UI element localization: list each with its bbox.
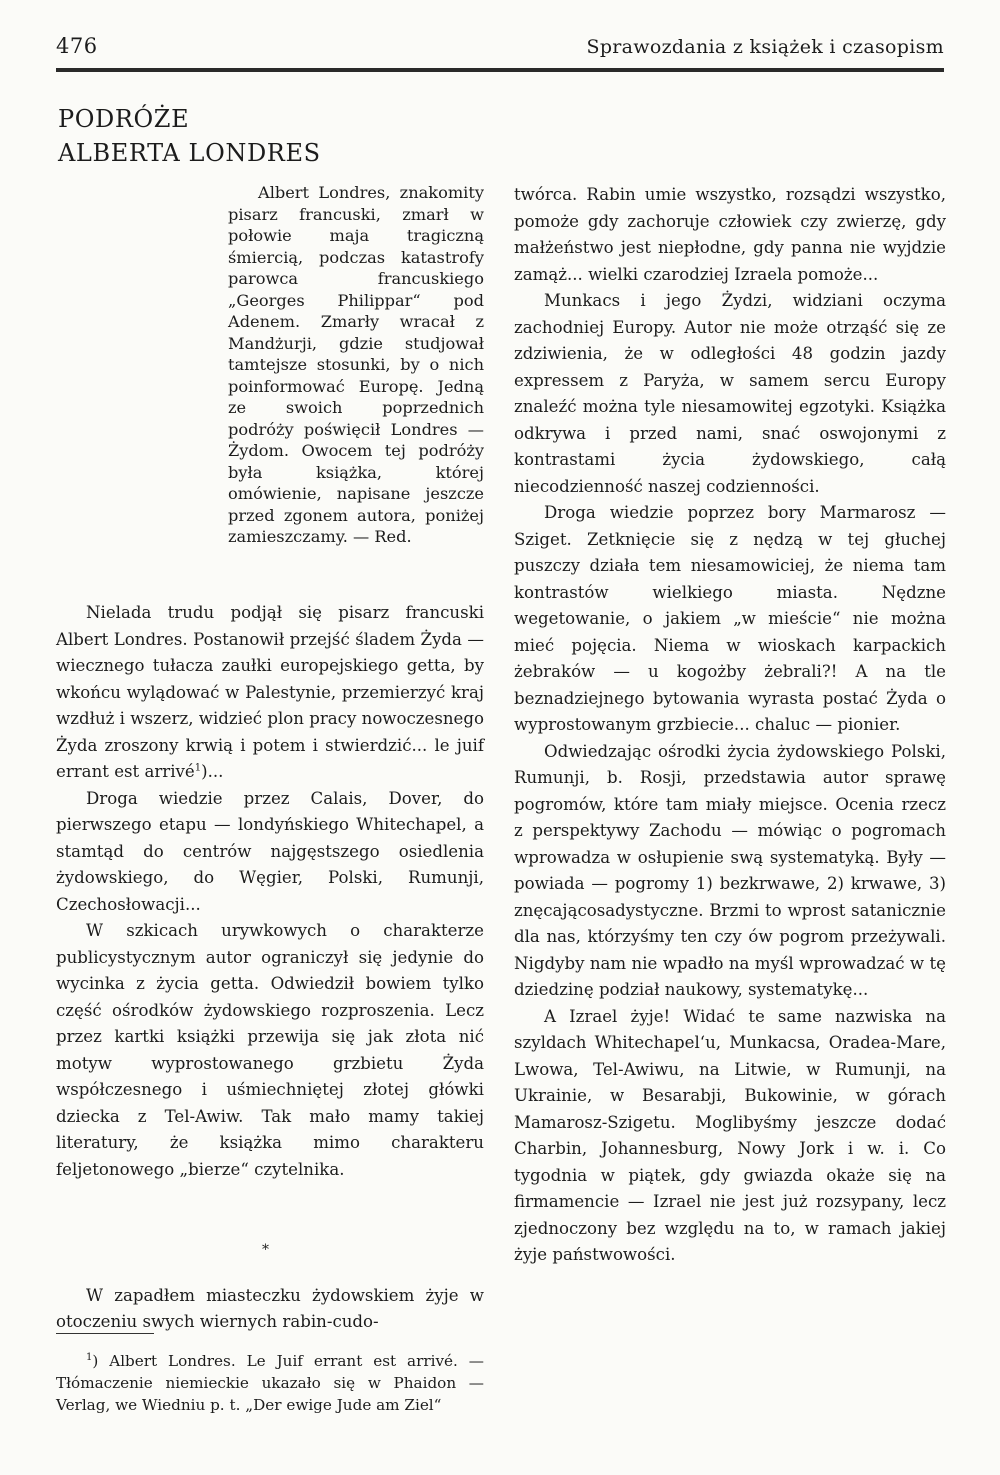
title-line-1: PODRÓŻE: [58, 105, 190, 133]
paragraph: Munkacs i jego Żydzi, widziani oczyma zachodniej Europy. Autor nie może otrząść się ze zdziwienia, że w odległości 48 godzin jazdy expressem z Paryża, w samem sercu Europy znaleźć można tyle niesamowitej egzotyki. Książka odkrywa i przed nami, snać oswojonymi z kontrastami życia żydowskiego, całą niecodzienność naszej codzienności.: [514, 291, 946, 496]
editor-note: Albert Londres, znakomity pisarz francuski, zmarł w połowie maja tragiczną śmiercią, podczas katastrofy parowca francuskiego „Georges Philippar“ pod Adenem. Zmarły wracał z Mandżurji, gdzie studjował tamtejsze stosunki, by o nich poinformować Europę. Jedną ze swoich poprzednich podróży poświęcił Londres — Żydom. Owocem tej podróży była książka, której omówienie, napisane jeszcze przed zgonem autora, poniżej zamieszczamy. — Red.: [228, 183, 484, 546]
footnote-marker: 1: [86, 1351, 93, 1363]
left-column: [56, 600, 484, 1183]
footnote-rule: [56, 1333, 154, 1334]
paragraph: A Izrael żyje! Widać te same nazwiska na szyldach Whitechapel‘u, Munkacsa, Oradea-Mare, Lwowa, Tel-Awiwu, na Litwie, w Rumunji, na Ukrainie, w Besarabji, Bukowinie, w górach Mamarosz-Szigetu. Moglibyśmy jeszcze dodać Charbin, Johannesburg, Nowy Jork i w. i. Co tygodnia w piątek, gdy gwiazda okaże się na firmamencie — Izrael nie jest już rozsypany, lecz zjednoczony bez względu na to, w ramach jakiej żyje państwowości.: [514, 1006, 946, 1264]
paragraph: W zapadłem miasteczku żydowskiem żyje w otoczeniu swych wiernych rabin-cudo-: [56, 1285, 484, 1332]
title-line-2: ALBERTA LONDRES: [58, 139, 321, 167]
paragraph: W szkicach urywkowych o charakterze publicystycznym autor ograniczył się jedynie do wycinka z życia getta. Odwiedził bowiem tylko część ośrodków żydowskiego rozproszenia. Lecz przez kartki książki przewija się jak złota nić motyw wyprostowanego grzbietu Żyda współczesnego i uśmiechniętej złotej główki dziecka z Tel-Awiw. Tak mało mamy takiej literatury, że książka mimo charakteru feljetonowego „bierze“ czytelnika.: [56, 921, 484, 1179]
running-title: Sprawozdania z książek i czasopism: [586, 36, 944, 58]
paragraph: Droga wiedzie przez Calais, Dover, do pierwszego etapu — londyńskiego Whitechapel, a stamtąd do centrów najgęstszego osiedlenia żydowskiego, do Węgier, Polski, Rumunji, Czechosłowacji...: [56, 788, 484, 914]
page-header: [56, 34, 944, 64]
paragraph: Nielada trudu podjął się pisarz francuski Albert Londres. Postanowił przejść śladem Żyda — wiecznego tułacza zaułki europejskiego getta, by wkońcu wylądować w Palestynie, przemierzyć kraj wzdłuż i wszerz, widzieć plon pracy nowoczesnego Żyda zroszony krwią i potem i stwierdzić... le juif errant est arrivé$^1$)...: [56, 603, 484, 781]
footnote: $^1$) Albert Londres. Le Juif errant est arrivé. — Tłómaczenie niemieckie ukazało się w Phaidon — Verlag, we Wiedniu p. t. „Der ewige Jude am Ziel“: [56, 1351, 484, 1414]
page-number: 476: [56, 34, 98, 58]
article-title: [58, 102, 321, 170]
header-rule: [56, 68, 944, 72]
footnote-reference: 1: [194, 762, 202, 774]
right-column: [514, 182, 946, 1269]
paragraph: twórca. Rabin umie wszystko, rozsądzi wszystko, pomoże gdy zachoruje człowiek czy zwierzę, gdy małżeństwo jest niepłodne, gdy panna nie wyjdzie zamąż... wielki czarodziej Izraela pomoże...: [514, 185, 946, 284]
section-separator: *: [262, 1242, 269, 1258]
paragraph: Odwiedzając ośrodki życia żydowskiego Polski, Rumunji, b. Rosji, przedstawia autor sprawę pogromów, które tam miały miejsce. Ocenia rzecz z perspektywy Zachodu — mówiąc o pogromach wprowadza w osłupienie swą systematyką. Były — powiada — pogromy 1) bezkrwawe, 2) krwawe, 3) znęcającosadystyczne. Brzmi to wprost satanicznie dla nas, którzyśmy ten czy ów pogrom przeżywali. Nigdyby nam nie wpadło na myśl wprowadzać w tę dziedzinę podział naukowy, systematykę...: [514, 741, 946, 999]
paragraph: Droga wiedzie poprzez bory Marmarosz — Sziget. Zetknięcie się z nędzą w tej głuchej puszczy działa tem niesamowiciej, że niema tam kontrastów wielkiego miasta. Nędzne wegetowanie, o jakiem „w mieście“ nie można mieć pojęcia. Niema w wioskach karpackich żebraków — u kogożby żebrali?! A na tle beznadziejnego bytowania wyrasta postać Żyda o wyprostowanym grzbiecie... chaluc — pionier.: [514, 503, 946, 734]
